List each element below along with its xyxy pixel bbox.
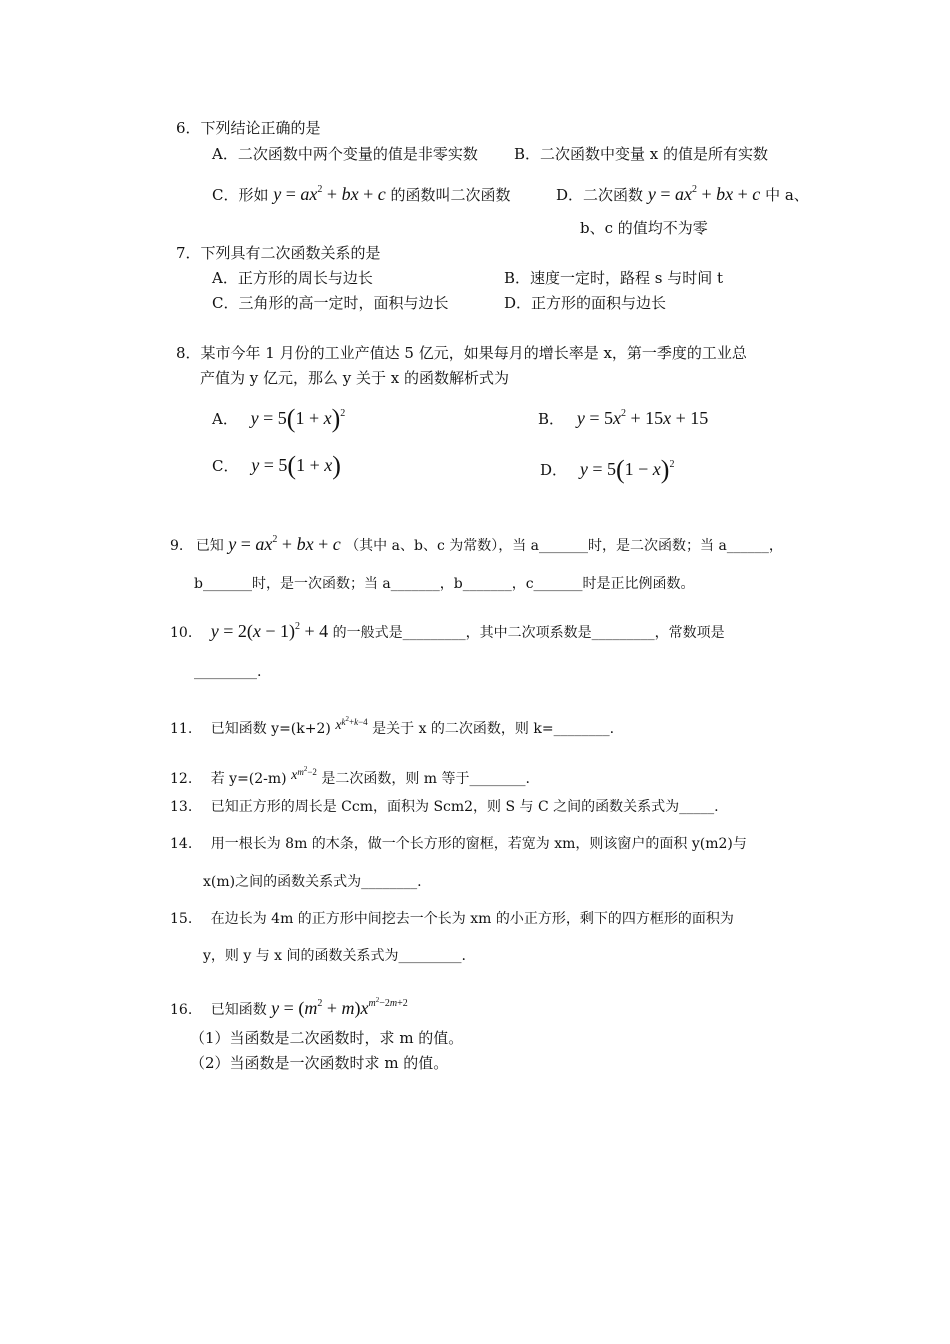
q15-text: 在边长为 4m 的正方形中间挖去一个长为 xm 的小正方形，剩下的四方框形的面积为 <box>210 911 734 927</box>
q16-part1: （1）当函数是二次函数时，求 m 的值。 <box>190 1029 464 1047</box>
q9-rest: （其中 a、b、c 为常数），当 a_______时，是二次函数；当 a______， <box>345 538 783 554</box>
q6-option-c <box>212 180 511 205</box>
q6-option-d-suffix: 中 a、 <box>765 186 809 204</box>
q6-stem: 6．下列结论正确的是 <box>176 119 321 137</box>
q10-line1 <box>170 617 725 643</box>
q12-pre: 若 y=(2-m) <box>210 771 287 787</box>
q9-line1 <box>170 530 783 556</box>
q9-formula: $y = ax^2$ + bx + c <box>228 534 341 554</box>
q10-formula: $y = 2(x - 1)^2 + 4$ <box>210 621 329 641</box>
q7-stem: 7．下列具有二次函数关系的是 <box>176 244 381 262</box>
q11-number: 11. <box>170 721 193 737</box>
q15-line2: y，则 y 与 x 间的函数关系式为_________. <box>203 948 466 964</box>
q6-option-b: B．二次函数中变量 x 的值是所有实数 <box>514 145 769 163</box>
q6-option-d <box>556 180 809 205</box>
q16-formula: $y = (m^2 + m)x^{m2-2m+2}$ <box>271 996 408 1018</box>
q6-option-d-formula: $y = ax^2$ + bx + c <box>647 184 761 204</box>
q6-option-c-formula: $y = ax^2$ + bx + c <box>273 184 386 204</box>
q9-lead: 已知 <box>195 538 224 554</box>
q14-line2: x(m)之间的函数关系式为________. <box>203 874 422 890</box>
q11 <box>170 709 614 739</box>
q12-number: 12. <box>170 771 193 787</box>
q8-option-a-label: A． <box>212 410 238 428</box>
q14-line1 <box>170 834 747 854</box>
q7-option-a: A．正方形的周长与边长 <box>212 269 373 287</box>
q16-number: 16. <box>170 1002 193 1018</box>
q8-option-b-label: B． <box>538 410 565 428</box>
q8-option-d <box>540 455 675 484</box>
q11-post: 是关于 x 的二次函数，则 k=________. <box>372 721 615 737</box>
q16-part2: （2）当函数是一次函数时求 m 的值。 <box>190 1054 449 1072</box>
q6-option-d-prefix: D．二次函数 <box>556 186 644 204</box>
q10-number: 10. <box>170 625 193 641</box>
q6-option-a: A．二次函数中两个变量的值是非零实数 <box>212 145 478 163</box>
q13-number: 13. <box>170 799 193 815</box>
q14-text: 用一根长为 8m 的木条，做一个长方形的窗框，若宽为 xm，则该窗户的面积 y(m2)与 <box>210 836 747 852</box>
q8-option-b <box>538 404 708 429</box>
q8-stem-line1: 8．某市今年 1 月份的工业产值达 5 亿元，如果每月的增长率是 x，第一季度的工业总 <box>176 344 747 362</box>
q10-blank: _________. <box>194 664 262 680</box>
q14-number: 14. <box>170 836 193 852</box>
q8-option-d-formula: $y = 5(1 - x)^2$ <box>579 455 675 484</box>
q8-option-b-formula: $y = 5x^2 + 15x + 15$ <box>576 408 709 428</box>
q15-number: 15. <box>170 911 193 927</box>
q15-line1 <box>170 909 734 929</box>
q7-option-b: B．速度一定时，路程 s 与时间 t <box>504 269 724 287</box>
q16-line1 <box>170 990 408 1020</box>
q16-lead: 已知函数 <box>210 1002 267 1018</box>
q12 <box>170 759 530 789</box>
q13-text: 已知正方形的周长是 Ccm，面积为 Scm2，则 S 与 C 之间的函数关系式为_____. <box>210 799 719 815</box>
q12-post: 是二次函数，则 m 等于________. <box>321 771 530 787</box>
q8-stem-line2: 产值为 y 亿元，那么 y 关于 x 的函数解析式为 <box>200 369 510 387</box>
q6-option-d-continued: b、c 的值均不为零 <box>580 219 708 237</box>
q6-option-c-prefix: C．形如 <box>212 186 269 204</box>
q6-option-c-suffix: 的函数叫二次函数 <box>390 186 511 204</box>
q13 <box>170 797 719 817</box>
q8-option-c-formula: y = 5(1 + x) <box>251 451 341 480</box>
q10-rest: 的一般式是_________，其中二次项系数是_________，常数项是 <box>332 625 725 641</box>
q12-exponent: $x^{m2-2}$ <box>291 765 317 783</box>
q8-option-d-label: D． <box>540 461 568 479</box>
q8-option-c <box>212 451 341 480</box>
q8-option-c-label: C． <box>212 457 239 475</box>
q7-option-c: C．三角形的高一定时，面积与边长 <box>212 294 449 312</box>
q9-number: 9. <box>170 538 184 554</box>
q11-pre: 已知函数 y=(k+2) <box>210 721 331 737</box>
q8-option-a <box>212 404 346 433</box>
q9-line2: b_______时，是一次函数；当 a_______，b_______，c_______时是正比例函数。 <box>194 576 695 592</box>
q11-exponent: $x^{k2+k-4}$ <box>335 715 368 733</box>
q7-option-d: D．正方形的面积与边长 <box>504 294 667 312</box>
q8-option-a-formula: $y = 5(1 + x)^2$ <box>250 404 346 433</box>
